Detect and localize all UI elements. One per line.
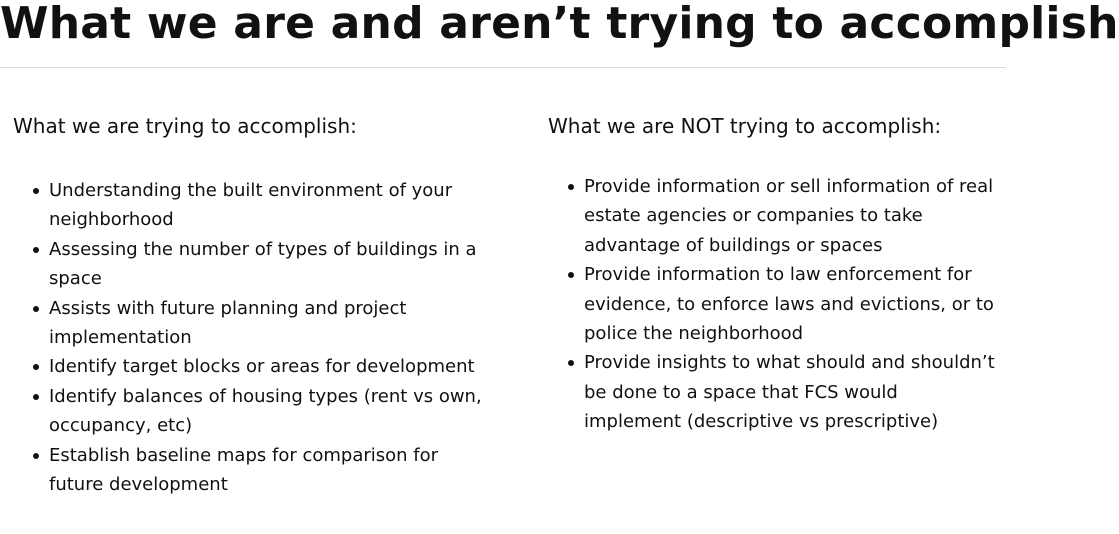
not-accomplish-column [548,112,1000,437]
list-item: Provide information or sell information of real estate agencies or companies to take advantage of buildings or spaces [548,172,1000,260]
accomplish-list [13,176,493,499]
list-item: Identify target blocks or areas for development [13,352,493,381]
list-item: Establish baseline maps for comparison for future development [13,441,493,500]
accomplish-heading: What we are trying to accomplish: [13,114,357,138]
accomplish-column [13,112,493,499]
list-item: Assessing the number of types of buildings in a space [13,235,493,294]
list-item: Provide insights to what should and shouldn’t be done to a space that FCS would implement (descriptive vs prescriptive) [548,348,1000,436]
title-divider [0,67,1006,68]
not-accomplish-list [548,172,1000,437]
list-item: Provide information to law enforcement for evidence, to enforce laws and evictions, or to police the neighborhood [548,260,1000,348]
list-item: Identify balances of housing types (rent vs own, occupancy, etc) [13,382,493,441]
list-item: Assists with future planning and project implementation [13,294,493,353]
page-title: What we are and aren’t trying to accomplish [0,0,1119,49]
list-item: Understanding the built environment of your neighborhood [13,176,493,235]
not-accomplish-heading: What we are NOT trying to accomplish: [548,114,942,138]
